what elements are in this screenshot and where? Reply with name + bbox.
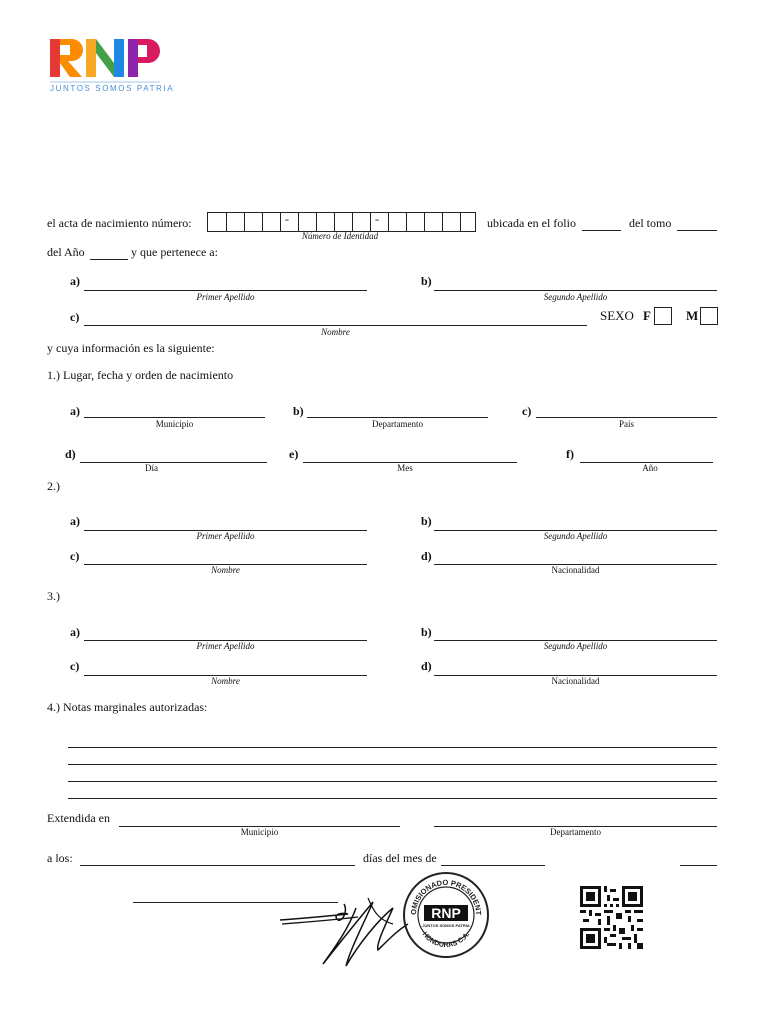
s2-d-label: d): [421, 549, 432, 563]
year-field[interactable]: [680, 865, 717, 866]
handwritten-signature: [278, 890, 413, 970]
s1-a-label: a): [70, 404, 80, 418]
tomo-label: del tomo: [629, 216, 672, 230]
seal-top-text: OMISIONADO PRESIDENT: [408, 877, 484, 916]
notes-line-1[interactable]: [68, 747, 717, 748]
s1-c-label: c): [522, 404, 532, 418]
section3-title: 3.): [47, 589, 60, 603]
s1-mes-caption: Mes: [397, 463, 413, 473]
official-seal: [402, 871, 489, 958]
notes-line-4[interactable]: [68, 798, 717, 799]
s2-b-label: b): [421, 514, 432, 528]
anio-field[interactable]: [90, 259, 128, 260]
sexo-m-checkbox[interactable]: [700, 307, 718, 325]
extendida-departamento-caption: Departamento: [550, 827, 601, 837]
sexo-label: SEXO: [600, 308, 634, 323]
s3-nombre-caption: Nombre: [211, 676, 240, 686]
sexo-f-checkbox[interactable]: [654, 307, 672, 325]
person-b-label: b): [421, 274, 432, 288]
seal-bottom-text: HONDURAS C.A.: [420, 930, 472, 950]
logo-tagline: JUNTOS SOMOS PATRIA: [50, 84, 175, 93]
s1-pais-caption: País: [618, 419, 634, 429]
s2-segundo-apellido-caption: Segundo Apellido: [543, 531, 608, 541]
s1-pais-field[interactable]: [536, 417, 717, 418]
s2-c-label: c): [70, 549, 80, 563]
rnp-logo: [48, 36, 175, 98]
s3-a-label: a): [70, 625, 80, 639]
identity-number-boxes[interactable]: [207, 212, 476, 232]
notes-line-2[interactable]: [68, 764, 717, 765]
extendida-municipio-caption: Municipio: [240, 827, 279, 837]
s3-d-label: d): [421, 659, 432, 673]
s1-departamento-caption: Departamento: [372, 419, 423, 429]
sexo-f-label: F: [643, 308, 651, 323]
s1-d-label: d): [65, 447, 76, 461]
s1-municipio-field[interactable]: [84, 417, 265, 418]
s2-primer-apellido-caption: Primer Apellido: [196, 531, 255, 541]
s1-anio-caption: Año: [642, 463, 658, 473]
mes-field[interactable]: [441, 865, 545, 866]
person-nombre-field[interactable]: [84, 325, 587, 326]
id-dash-1: -: [285, 212, 289, 226]
s3-segundo-apellido-caption: Segundo Apellido: [543, 641, 608, 651]
person-c-label: c): [70, 310, 80, 324]
s3-nacionalidad-caption: Nacionalidad: [551, 676, 600, 686]
a-los-label: a los:: [47, 851, 73, 865]
info-intro: y cuya información es la siguiente:: [47, 341, 215, 355]
notes-line-3[interactable]: [68, 781, 717, 782]
s1-e-label: e): [289, 447, 299, 461]
person-segundo-apellido-caption: Segundo Apellido: [543, 292, 608, 302]
s1-dia-caption: Día: [145, 463, 158, 473]
extendida-label: Extendida en: [47, 811, 110, 825]
person-primer-apellido-field[interactable]: [84, 290, 367, 291]
s1-departamento-field[interactable]: [307, 417, 488, 418]
s2-nacionalidad-caption: Nacionalidad: [551, 565, 600, 575]
s3-primer-apellido-caption: Primer Apellido: [196, 641, 255, 651]
person-a-label: a): [70, 274, 80, 288]
dias-mes-label: días del mes de: [363, 851, 437, 865]
a-los-field[interactable]: [80, 865, 355, 866]
seal-sub-text: JUNTOS SOMOS PATRIA: [422, 923, 470, 928]
tomo-field[interactable]: [677, 230, 717, 231]
acta-prefix: el acta de nacimiento número:: [47, 216, 192, 230]
qr-code: [580, 886, 643, 949]
s1-b-label: b): [293, 404, 304, 418]
person-primer-apellido-caption: Primer Apellido: [196, 292, 255, 302]
section2-title: 2.): [47, 479, 60, 493]
person-segundo-apellido-field[interactable]: [434, 290, 717, 291]
id-dash-2: -: [375, 212, 379, 226]
folio-field[interactable]: [582, 230, 621, 231]
folio-label: ubicada en el folio: [487, 216, 576, 230]
s1-f-label: f): [566, 447, 574, 461]
s3-c-label: c): [70, 659, 80, 673]
section1-title: 1.) Lugar, fecha y orden de nacimiento: [47, 368, 234, 382]
sexo-m-label: M: [686, 308, 699, 323]
pertenece-label: y que pertenece a:: [131, 245, 218, 259]
id-caption: Número de Identidad: [301, 231, 379, 241]
s2-a-label: a): [70, 514, 80, 528]
s3-b-label: b): [421, 625, 432, 639]
svg-text:HONDURAS C.A.: [421, 931, 472, 949]
section4-title: 4.) Notas marginales autorizadas:: [47, 700, 208, 714]
s1-municipio-caption: Municipio: [155, 419, 194, 429]
person-nombre-caption: Nombre: [321, 327, 350, 337]
seal-center-text: RNP: [431, 905, 461, 921]
s2-nombre-caption: Nombre: [211, 565, 240, 575]
anio-label: del Año: [47, 245, 85, 259]
